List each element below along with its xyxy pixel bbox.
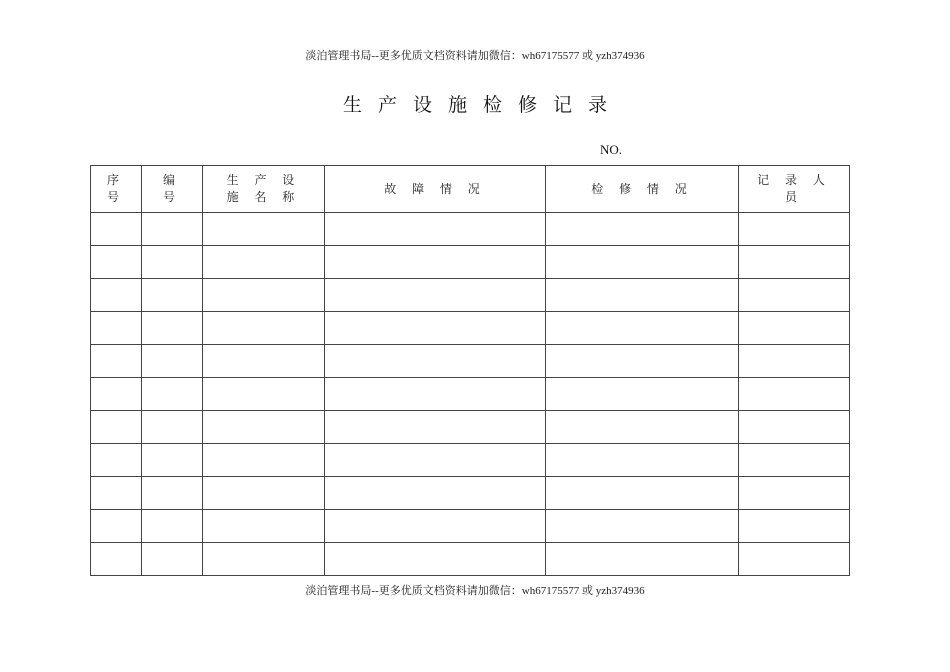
recorder-cell[interactable] (739, 543, 850, 576)
code-cell[interactable] (142, 213, 203, 246)
fault-description-cell[interactable] (325, 477, 546, 510)
facility-name-cell[interactable] (203, 312, 325, 345)
recorder-cell[interactable] (739, 411, 850, 444)
table-body (91, 213, 850, 576)
fault-description-cell[interactable] (325, 246, 546, 279)
recorder-cell[interactable] (739, 477, 850, 510)
serial-number-cell[interactable] (91, 246, 142, 279)
table-row (91, 312, 850, 345)
repair-description-cell[interactable] (546, 411, 739, 444)
table-row (91, 279, 850, 312)
code-cell[interactable] (142, 345, 203, 378)
maintenance-record-table (90, 165, 850, 576)
table-row (91, 378, 850, 411)
code-cell[interactable] (142, 510, 203, 543)
table-row (91, 543, 850, 576)
column-header-facility-name: 生 产 设 施 名 称 (203, 166, 325, 213)
recorder-cell[interactable] (739, 345, 850, 378)
footer-watermark: 淡泊管理书局--更多优质文档资料请加微信：wh67175577 或 yzh374936 (305, 585, 645, 597)
table-row (91, 510, 850, 543)
code-cell[interactable] (142, 378, 203, 411)
recorder-cell[interactable] (739, 213, 850, 246)
recorder-cell[interactable] (739, 312, 850, 345)
repair-description-cell[interactable] (546, 345, 739, 378)
repair-description-cell[interactable] (546, 444, 739, 477)
facility-name-cell[interactable] (203, 543, 325, 576)
repair-description-cell[interactable] (546, 213, 739, 246)
serial-number-cell[interactable] (91, 477, 142, 510)
fault-description-cell[interactable] (325, 378, 546, 411)
code-cell[interactable] (142, 312, 203, 345)
facility-name-cell[interactable] (203, 477, 325, 510)
column-header-code: 编 号 (142, 166, 203, 213)
serial-number-cell[interactable] (91, 279, 142, 312)
repair-description-cell[interactable] (546, 246, 739, 279)
serial-number-cell[interactable] (91, 411, 142, 444)
repair-description-cell[interactable] (546, 378, 739, 411)
facility-name-cell[interactable] (203, 213, 325, 246)
table-row (91, 411, 850, 444)
header-watermark: 淡泊管理书局--更多优质文档资料请加微信：wh67175577 或 yzh374936 (305, 50, 645, 62)
table-row (91, 444, 850, 477)
table-row (91, 477, 850, 510)
table-row (91, 213, 850, 246)
recorder-cell[interactable] (739, 510, 850, 543)
column-header-fault-description: 故 障 情 况 (325, 166, 546, 213)
fault-description-cell[interactable] (325, 510, 546, 543)
serial-number-cell[interactable] (91, 312, 142, 345)
table-header-row (91, 166, 850, 213)
column-header-repair-description: 检 修 情 况 (546, 166, 739, 213)
serial-number-cell[interactable] (91, 444, 142, 477)
code-cell[interactable] (142, 246, 203, 279)
repair-description-cell[interactable] (546, 312, 739, 345)
fault-description-cell[interactable] (325, 444, 546, 477)
code-cell[interactable] (142, 543, 203, 576)
facility-name-cell[interactable] (203, 378, 325, 411)
table-row (91, 345, 850, 378)
column-header-serial-number: 序 号 (91, 166, 142, 213)
code-cell[interactable] (142, 444, 203, 477)
table-row (91, 246, 850, 279)
fault-description-cell[interactable] (325, 213, 546, 246)
fault-description-cell[interactable] (325, 279, 546, 312)
repair-description-cell[interactable] (546, 510, 739, 543)
facility-name-cell[interactable] (203, 345, 325, 378)
recorder-cell[interactable] (739, 444, 850, 477)
fault-description-cell[interactable] (325, 543, 546, 576)
repair-description-cell[interactable] (546, 543, 739, 576)
serial-number-cell[interactable] (91, 378, 142, 411)
recorder-cell[interactable] (739, 279, 850, 312)
facility-name-cell[interactable] (203, 444, 325, 477)
facility-name-cell[interactable] (203, 411, 325, 444)
record-number-label: NO. (600, 142, 623, 157)
serial-number-cell[interactable] (91, 213, 142, 246)
repair-description-cell[interactable] (546, 279, 739, 312)
page-title: 生产设施检修记录 (342, 94, 623, 116)
facility-name-cell[interactable] (203, 246, 325, 279)
facility-name-cell[interactable] (203, 279, 325, 312)
column-header-recorder: 记 录 人 员 (739, 166, 850, 213)
serial-number-cell[interactable] (91, 510, 142, 543)
serial-number-cell[interactable] (91, 543, 142, 576)
serial-number-cell[interactable] (91, 345, 142, 378)
recorder-cell[interactable] (739, 378, 850, 411)
code-cell[interactable] (142, 477, 203, 510)
repair-description-cell[interactable] (546, 477, 739, 510)
facility-name-cell[interactable] (203, 510, 325, 543)
fault-description-cell[interactable] (325, 411, 546, 444)
code-cell[interactable] (142, 411, 203, 444)
code-cell[interactable] (142, 279, 203, 312)
recorder-cell[interactable] (739, 246, 850, 279)
fault-description-cell[interactable] (325, 312, 546, 345)
fault-description-cell[interactable] (325, 345, 546, 378)
